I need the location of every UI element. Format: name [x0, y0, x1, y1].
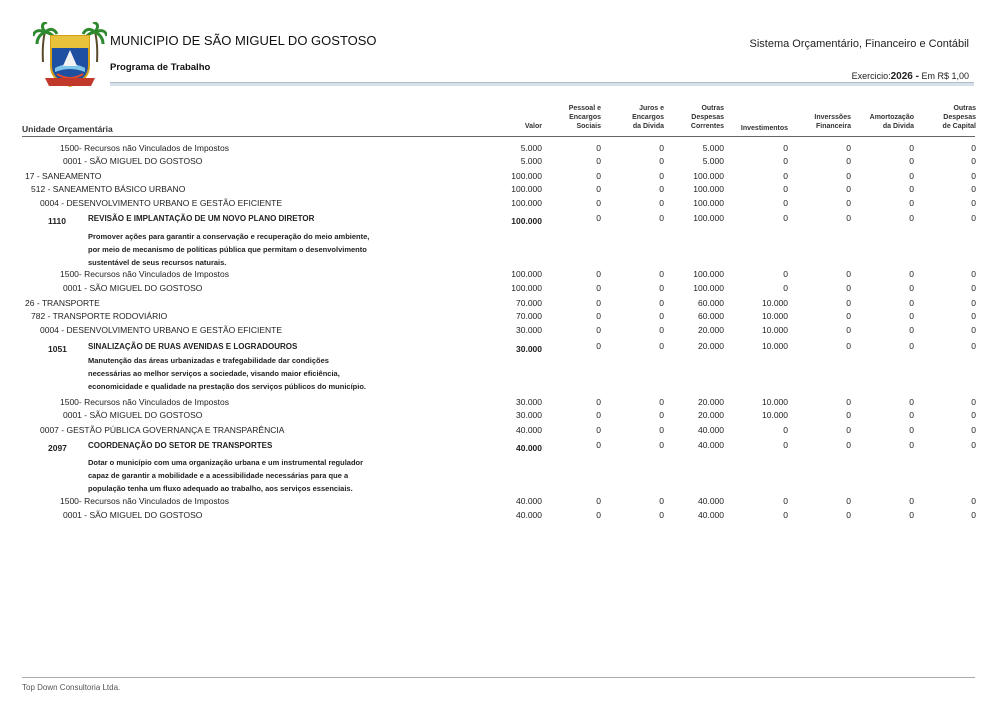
col-header-line: Amortozação — [869, 114, 914, 121]
row-label: SINALIZAÇÃO DE RUAS AVENIDAS E LOGRADOUROS — [88, 342, 298, 351]
row-value: 100.000 — [511, 198, 542, 208]
table-row — [0, 409, 1000, 422]
report-title: Programa de Trabalho — [110, 62, 211, 73]
row-value: 60.000 — [698, 311, 724, 321]
description-line: Promover ações para garantir a conservação e recuperação do meio ambiente, — [88, 232, 370, 241]
row-value: 0 — [783, 283, 788, 293]
row-label: 0001 - SÃO MIGUEL DO GOSTOSO — [63, 283, 203, 293]
description-line: Manutenção das áreas urbanizadas e trafegabilidade dar condições — [88, 356, 329, 365]
row-value: 0 — [596, 198, 601, 208]
row-value: 40.000 — [516, 425, 542, 435]
row-value: 40.000 — [698, 510, 724, 520]
row-value: 100.000 — [693, 283, 724, 293]
col-header-outras-correntes — [691, 104, 724, 131]
system-name: Sistema Orçamentário, Financeiro e Contábil — [749, 38, 969, 50]
row-value: 0 — [596, 184, 601, 194]
exercise-prefix: Exercicio: — [851, 71, 891, 81]
row-value: 0 — [659, 397, 664, 407]
row-value: 0 — [971, 213, 976, 223]
row-value: 0 — [783, 156, 788, 166]
description-line: economicidade e qualidade na prestação dos serviços públicos do município. — [88, 382, 366, 391]
row-label: COORDENAÇÃO DO SETOR DE TRANSPORTES — [88, 441, 273, 450]
action-description — [88, 456, 418, 495]
col-header-line: Investimentos — [740, 125, 788, 132]
row-value: 0 — [596, 397, 601, 407]
col-header-line: da Divida — [632, 123, 664, 130]
row-value: 0 — [659, 171, 664, 181]
table-row — [0, 424, 1000, 437]
row-label: 1500- Recursos não Vinculados de Impostos — [60, 143, 229, 153]
row-value: 0 — [971, 410, 976, 420]
header-divider — [110, 82, 974, 86]
col-header-investimentos — [741, 124, 788, 133]
table-row — [0, 396, 1000, 409]
row-value: 5.000 — [520, 143, 542, 153]
col-header-line: de Capital — [942, 123, 976, 130]
table-row — [0, 197, 1000, 210]
row-value: 10.000 — [762, 410, 788, 420]
footer-divider — [22, 677, 975, 678]
row-label: 782 - TRANSPORTE RODOVIÁRIO — [31, 311, 168, 321]
row-value: 0 — [659, 283, 664, 293]
description-line: necessárias ao melhor serviços a sociedade, visando maior eficiência, — [88, 369, 340, 378]
row-value: 30.000 — [516, 344, 542, 354]
row-value: 0 — [596, 341, 601, 351]
row-value: 0 — [846, 510, 851, 520]
table-row — [0, 170, 1000, 183]
row-value: 0 — [971, 341, 976, 351]
row-value: 10.000 — [762, 325, 788, 335]
row-value: 5.000 — [702, 143, 724, 153]
header-rule — [22, 136, 975, 137]
col-header-outras-capital — [943, 104, 976, 131]
row-value: 0 — [596, 143, 601, 153]
table-row — [0, 509, 1000, 522]
col-header-unidade: Unidade Orçamentária — [22, 124, 113, 134]
row-label: 1500- Recursos não Vinculados de Impostos — [60, 496, 229, 506]
row-value: 20.000 — [698, 325, 724, 335]
row-value: 0 — [971, 496, 976, 506]
row-label: 17 - SANEAMENTO — [25, 171, 102, 181]
row-value: 0 — [783, 269, 788, 279]
description-line: capaz de garantir a mobilidade e a acessibilidade necessárias para que a — [88, 471, 349, 480]
row-value: 40.000 — [516, 510, 542, 520]
row-value: 0 — [659, 213, 664, 223]
col-header-line: da Divida — [882, 123, 914, 130]
col-header-line: Outras — [953, 105, 976, 112]
row-value: 0 — [596, 311, 601, 321]
action-description — [88, 230, 418, 269]
row-value: 0 — [909, 171, 914, 181]
row-value: 0 — [971, 440, 976, 450]
footer-company: Top Down Consultoria Ltda. — [22, 683, 121, 692]
action-description — [88, 354, 418, 393]
row-value: 100.000 — [693, 198, 724, 208]
row-value: 0 — [783, 171, 788, 181]
col-header-amortizacao — [870, 113, 914, 131]
row-value: 0 — [909, 397, 914, 407]
row-value: 0 — [846, 269, 851, 279]
row-value: 0 — [971, 283, 976, 293]
row-value: 0 — [596, 213, 601, 223]
row-label: 1500- Recursos não Vinculados de Impostos — [60, 269, 229, 279]
row-value: 0 — [846, 440, 851, 450]
row-label: 0001 - SÃO MIGUEL DO GOSTOSO — [63, 156, 203, 166]
row-value: 0 — [846, 298, 851, 308]
row-value: 0 — [659, 269, 664, 279]
action-code: 2097 — [48, 443, 67, 453]
row-value: 0 — [846, 143, 851, 153]
row-value: 0 — [846, 283, 851, 293]
row-value: 100.000 — [511, 171, 542, 181]
row-value: 10.000 — [762, 298, 788, 308]
row-value: 0 — [846, 184, 851, 194]
row-value: 0 — [909, 341, 914, 351]
row-value: 40.000 — [516, 443, 542, 453]
row-value: 0 — [909, 298, 914, 308]
col-header-line: Encargos — [569, 114, 601, 121]
row-value: 0 — [596, 425, 601, 435]
municipality-name: MUNICIPIO DE SÃO MIGUEL DO GOSTOSO — [110, 33, 377, 48]
col-header-line: Despesas — [691, 114, 724, 121]
row-value: 70.000 — [516, 311, 542, 321]
row-value: 0 — [909, 410, 914, 420]
action-code: 1051 — [48, 344, 67, 354]
row-value: 100.000 — [693, 213, 724, 223]
row-label: 1500- Recursos não Vinculados de Impostos — [60, 397, 229, 407]
row-value: 100.000 — [511, 269, 542, 279]
col-header-pessoal — [569, 104, 601, 131]
description-line: população tenha um fluxo adequado ao trabalho, aos serviços essenciais. — [88, 484, 353, 493]
row-value: 0 — [971, 325, 976, 335]
row-value: 20.000 — [698, 341, 724, 351]
row-value: 100.000 — [693, 184, 724, 194]
row-value: 0 — [659, 184, 664, 194]
row-value: 10.000 — [762, 397, 788, 407]
row-value: 0 — [971, 198, 976, 208]
row-value: 0 — [909, 510, 914, 520]
table-row — [0, 155, 1000, 168]
row-value: 0 — [971, 311, 976, 321]
table-row — [0, 297, 1000, 310]
col-header-line: Pessoal e — [568, 105, 601, 112]
row-value: 0 — [659, 510, 664, 520]
row-value: 0 — [971, 425, 976, 435]
row-value: 0 — [846, 311, 851, 321]
description-line: Dotar o município com uma organização urbana e um instrumental regulador — [88, 458, 364, 467]
row-value: 0 — [971, 298, 976, 308]
col-header-juros — [632, 104, 664, 131]
row-value: 10.000 — [762, 341, 788, 351]
description-line: por meio de mecanismo de políticas pública que permitam o desenvolvimento — [88, 245, 367, 254]
row-value: 0 — [596, 283, 601, 293]
row-value: 0 — [783, 510, 788, 520]
row-value: 0 — [659, 325, 664, 335]
table-row — [0, 439, 1000, 452]
row-value: 5.000 — [520, 156, 542, 166]
row-value: 0 — [783, 213, 788, 223]
col-header-line: Sociais — [576, 123, 601, 130]
row-value: 0 — [909, 143, 914, 153]
row-value: 0 — [659, 496, 664, 506]
table-row — [0, 324, 1000, 337]
row-value: 0 — [846, 325, 851, 335]
row-value: 0 — [596, 156, 601, 166]
col-header-line: Inverssões — [814, 114, 851, 121]
table-row — [0, 282, 1000, 295]
row-value: 0 — [659, 143, 664, 153]
col-header-valor — [525, 122, 542, 131]
row-value: 100.000 — [511, 283, 542, 293]
col-header-line: Juros e — [639, 105, 664, 112]
row-value: 0 — [659, 311, 664, 321]
row-value: 70.000 — [516, 298, 542, 308]
col-header-line: Valor — [524, 123, 542, 130]
row-value: 0 — [971, 397, 976, 407]
row-value: 0 — [971, 171, 976, 181]
col-header-line: Despesas — [943, 114, 976, 121]
row-value: 0 — [596, 298, 601, 308]
table-row — [0, 142, 1000, 155]
row-value: 0 — [659, 425, 664, 435]
row-value: 0 — [783, 425, 788, 435]
row-value: 20.000 — [698, 397, 724, 407]
row-value: 0 — [783, 184, 788, 194]
row-value: 0 — [971, 510, 976, 520]
row-value: 0 — [971, 143, 976, 153]
row-value: 0 — [909, 156, 914, 166]
row-value: 100.000 — [511, 216, 542, 226]
row-value: 40.000 — [698, 496, 724, 506]
row-label: 26 - TRANSPORTE — [25, 298, 100, 308]
municipal-coat-of-arms-logo — [33, 22, 107, 90]
row-value: 40.000 — [698, 425, 724, 435]
row-value: 60.000 — [698, 298, 724, 308]
table-row — [0, 310, 1000, 323]
row-value: 0 — [909, 325, 914, 335]
row-value: 0 — [909, 283, 914, 293]
row-label: 0001 - SÃO MIGUEL DO GOSTOSO — [63, 510, 203, 520]
row-value: 0 — [846, 213, 851, 223]
row-value: 0 — [596, 410, 601, 420]
row-value: 0 — [659, 440, 664, 450]
row-label: 512 - SANEAMENTO BÁSICO URBANO — [31, 184, 186, 194]
row-value: 0 — [846, 171, 851, 181]
row-value: 0 — [596, 171, 601, 181]
row-value: 100.000 — [511, 184, 542, 194]
row-value: 0 — [846, 341, 851, 351]
row-label: 0004 - DESENVOLVIMENTO URBANO E GESTÃO EFICIENTE — [40, 325, 282, 335]
exercise-year: 2026 - — [890, 71, 919, 82]
row-value: 0 — [971, 156, 976, 166]
row-value: 0 — [659, 298, 664, 308]
row-value: 0 — [971, 269, 976, 279]
row-value: 0 — [909, 198, 914, 208]
row-value: 30.000 — [516, 397, 542, 407]
row-value: 0 — [596, 325, 601, 335]
row-value: 0 — [909, 425, 914, 435]
row-value: 0 — [909, 184, 914, 194]
row-value: 30.000 — [516, 325, 542, 335]
row-value: 100.000 — [693, 269, 724, 279]
row-value: 0 — [846, 198, 851, 208]
exercise-info — [852, 71, 969, 82]
row-value: 5.000 — [702, 156, 724, 166]
row-label: 0004 - DESENVOLVIMENTO URBANO E GESTÃO EFICIENTE — [40, 198, 282, 208]
row-value: 0 — [783, 496, 788, 506]
row-value: 10.000 — [762, 311, 788, 321]
row-label: REVISÃO E IMPLANTAÇÃO DE UM NOVO PLANO DIRETOR — [88, 214, 315, 223]
currency-unit: Em R$ 1,00 — [921, 71, 969, 81]
table-row — [0, 183, 1000, 196]
row-value: 0 — [659, 410, 664, 420]
row-value: 0 — [783, 440, 788, 450]
row-value: 0 — [783, 143, 788, 153]
row-value: 0 — [659, 198, 664, 208]
row-value: 0 — [971, 184, 976, 194]
table-row — [0, 268, 1000, 281]
description-line: sustentável de seus recursos naturais. — [88, 258, 227, 267]
row-value: 0 — [846, 496, 851, 506]
row-value: 0 — [909, 440, 914, 450]
row-value: 0 — [846, 397, 851, 407]
row-label: 0007 - GESTÃO PÚBLICA GOVERNANÇA E TRANSPARÊNCIA — [40, 425, 285, 435]
col-header-inversoes — [814, 113, 851, 131]
row-value: 0 — [659, 341, 664, 351]
action-code: 1110 — [48, 216, 66, 226]
row-value: 0 — [846, 410, 851, 420]
col-header-line: Correntes — [690, 123, 724, 130]
row-value: 0 — [909, 213, 914, 223]
row-value: 0 — [596, 269, 601, 279]
row-value: 20.000 — [698, 410, 724, 420]
row-value: 0 — [596, 496, 601, 506]
row-value: 0 — [909, 496, 914, 506]
row-value: 0 — [783, 198, 788, 208]
row-value: 0 — [909, 311, 914, 321]
row-value: 0 — [596, 440, 601, 450]
row-value: 0 — [909, 269, 914, 279]
row-value: 40.000 — [698, 440, 724, 450]
table-row — [0, 340, 1000, 353]
col-header-line: Financeira — [815, 123, 851, 130]
row-value: 0 — [846, 425, 851, 435]
row-value: 30.000 — [516, 410, 542, 420]
row-value: 40.000 — [516, 496, 542, 506]
table-row — [0, 495, 1000, 508]
col-header-line: Encargos — [632, 114, 664, 121]
col-header-line: Outras — [701, 105, 724, 112]
row-label: 0001 - SÃO MIGUEL DO GOSTOSO — [63, 410, 203, 420]
row-value: 0 — [596, 510, 601, 520]
row-value: 100.000 — [693, 171, 724, 181]
table-row — [0, 212, 1000, 225]
row-value: 0 — [846, 156, 851, 166]
row-value: 0 — [659, 156, 664, 166]
